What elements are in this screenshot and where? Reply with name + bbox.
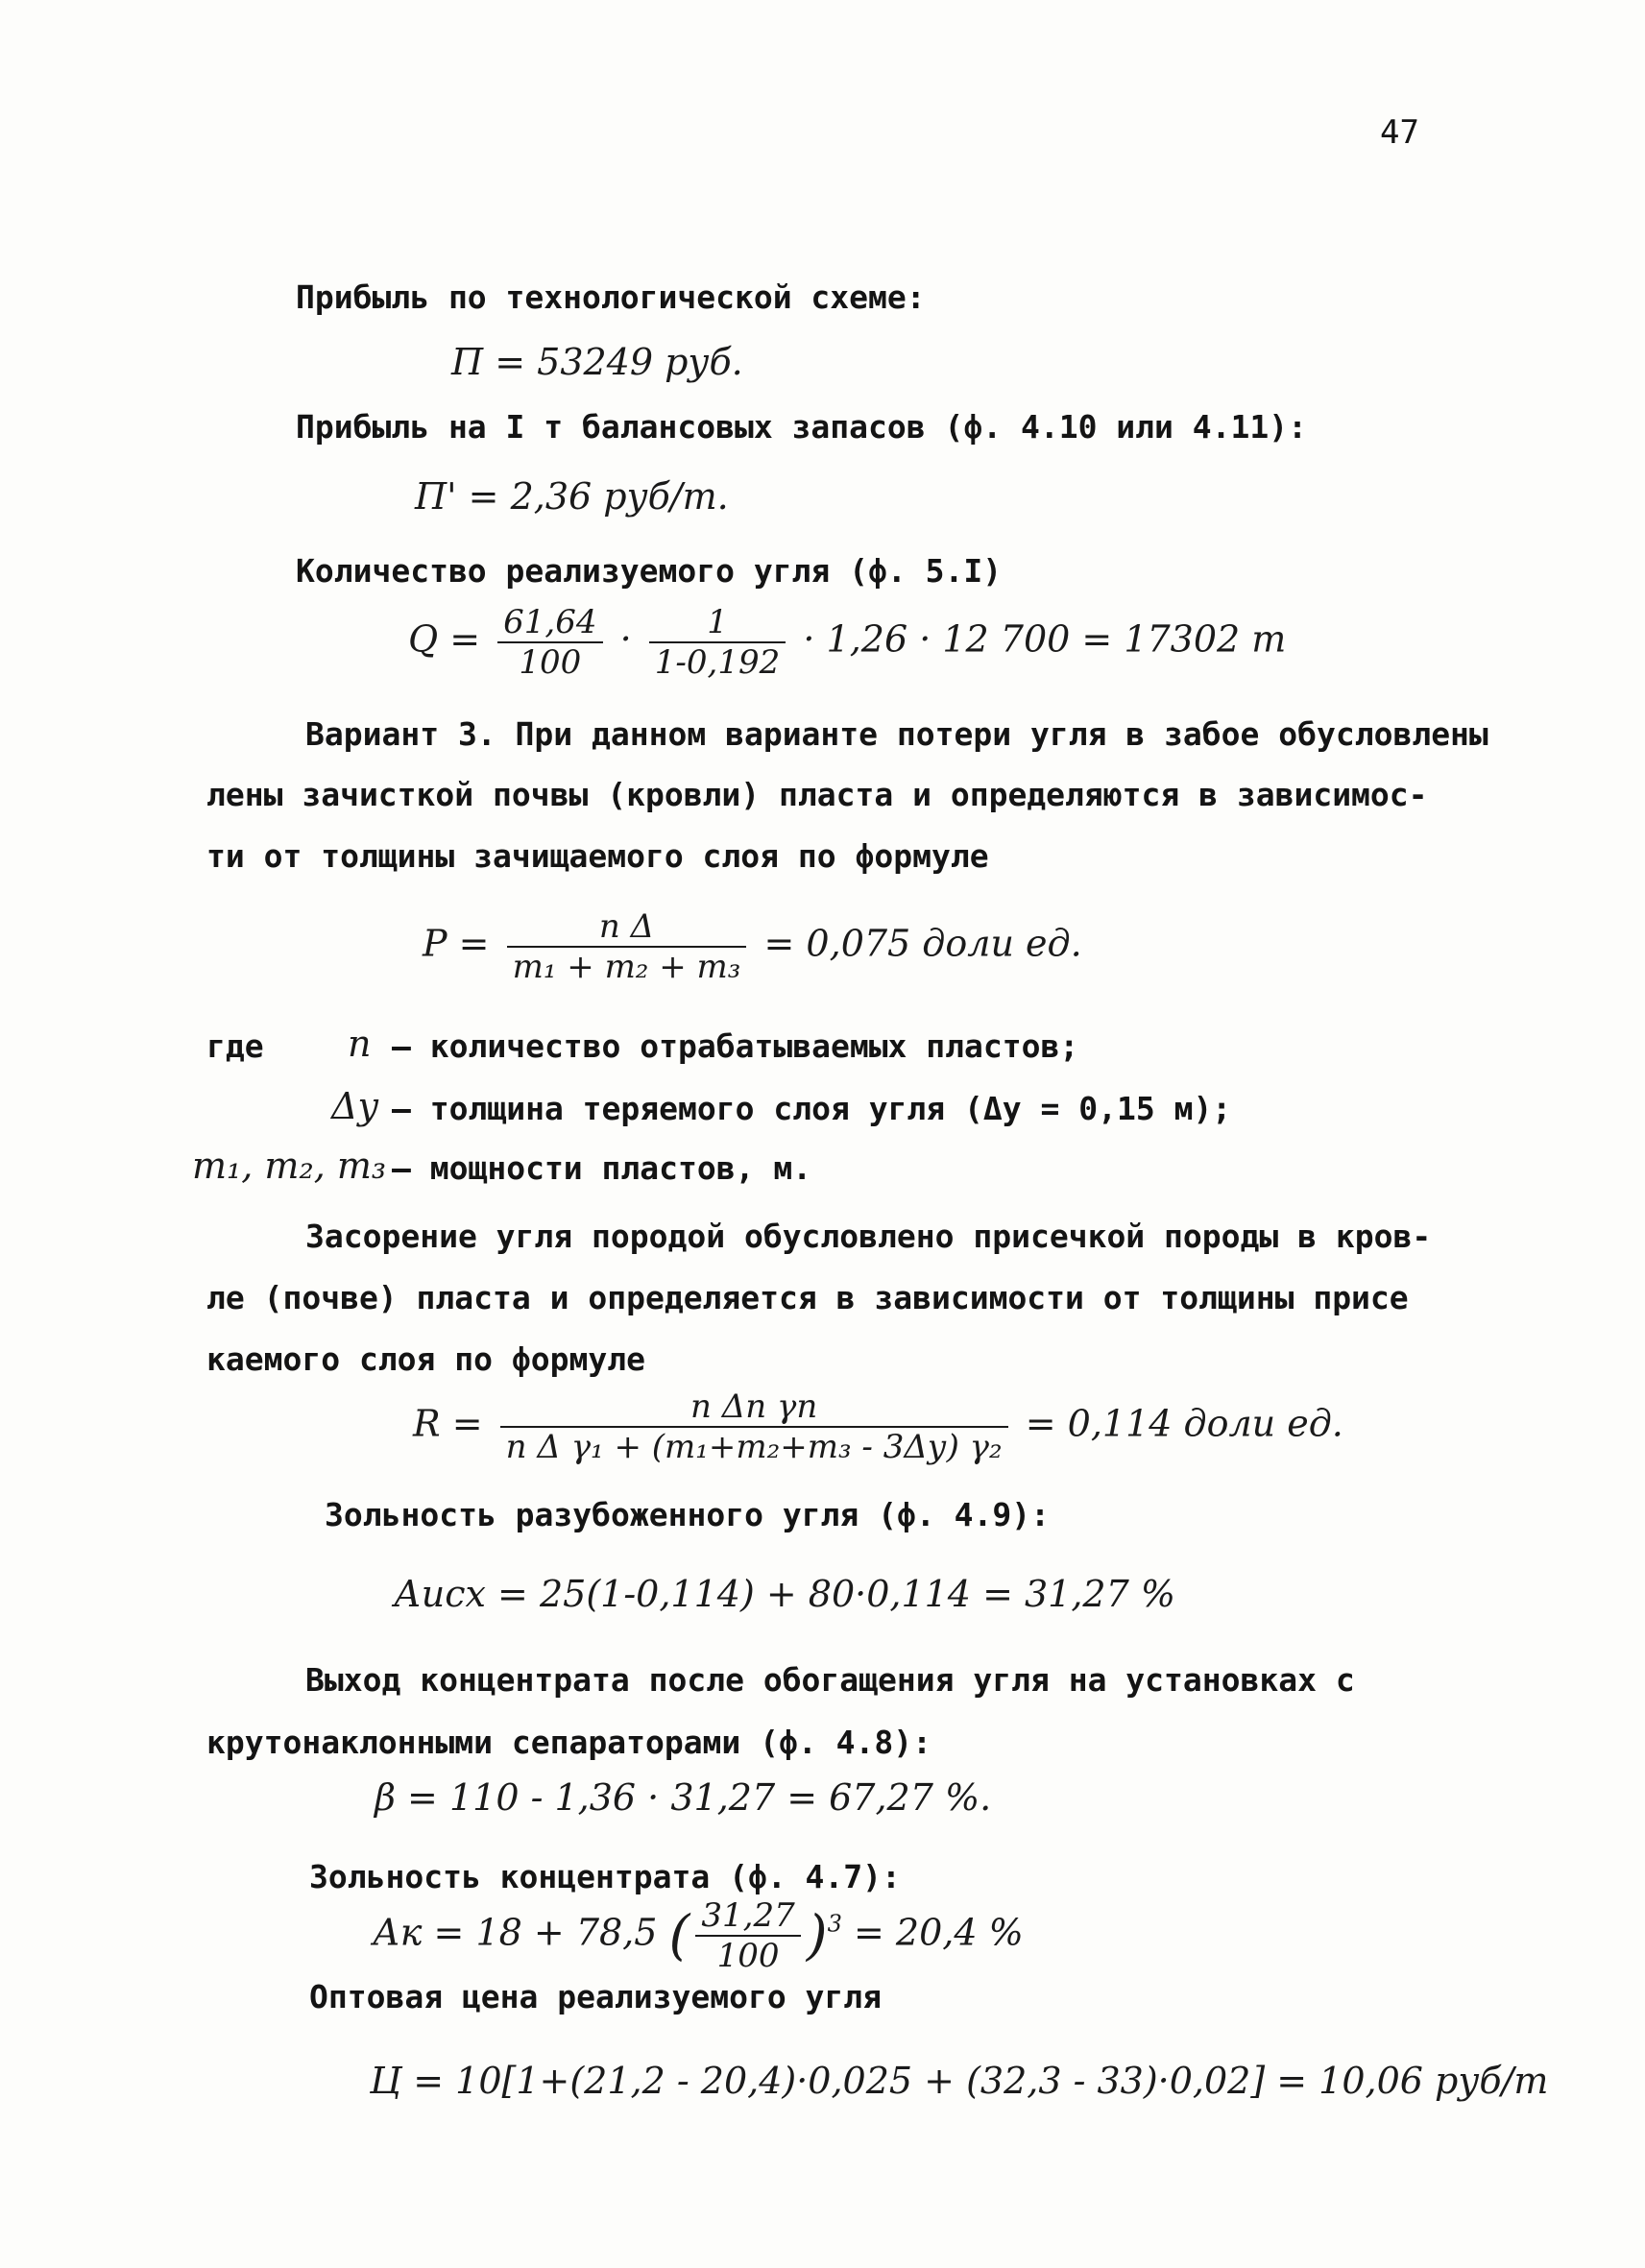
fraction-p-num: n Δ	[507, 907, 747, 948]
price-label: Оптовая цена реализуемого угля	[309, 1978, 883, 2015]
formula-q-left: Q =	[408, 617, 481, 661]
dilution-formula	[413, 1387, 1343, 1466]
def-3-symbol: m₁, m₂, m₃	[192, 1145, 387, 1187]
coal-quantity-label: Количество реализуемого угля (ф. 5.I)	[296, 552, 1003, 590]
fraction-ak-den: 100	[716, 1937, 780, 1975]
fraction-r-num: n Δп γп	[500, 1387, 1008, 1428]
def-2-text: – толщина теряемого слоя угля (Δу = 0,15 м);	[392, 1090, 1232, 1127]
profit-scheme-label: Прибыль по технологической схеме:	[296, 278, 926, 316]
fraction-1-num: 61,64	[497, 603, 602, 643]
fraction-r	[500, 1387, 1008, 1466]
coal-quantity-formula: Q = $\frac{61,64}{100}$ · $\frac{1}{1-0,192}$ · 1,26 · 12 700 = 17302 т	[408, 603, 1287, 682]
page-number: 47	[1380, 113, 1419, 152]
fraction-r-den: n Δ γ₁ + (m₁+m₂+m₃ - 3Δу) γ₂	[505, 1428, 1003, 1466]
dilution-paragraph-line-2: ле (почве) пласта и определяется в зависимости от толщины присе	[206, 1279, 1409, 1316]
dilution-paragraph-line-1: Засорение угля породой обусловлено присечкой породы в кров-	[305, 1218, 1432, 1255]
def-3-text: – мощности пластов, м.	[392, 1149, 812, 1187]
fraction-1	[497, 603, 602, 682]
fraction-ak-num: 31,27	[695, 1896, 800, 1937]
fraction-2-num: 1	[649, 603, 786, 643]
formula-q-right: · 1,26 · 12 700 = 17302 т	[803, 617, 1287, 661]
fraction-1-den: 100	[519, 643, 582, 682]
profit-per-ton-label: Прибыль на I т балансовых запасов (ф. 4.10 или 4.11):	[296, 408, 1307, 446]
price-formula: Ц = 10[1+(21,2 - 20,4)·0,025 + (32,3 - 33)·0,02] = 10,06 руб/т	[370, 2060, 1549, 2102]
yield-paragraph-line-1: Выход концентрата после обогащения угля на установках с	[305, 1661, 1355, 1699]
ash-diluted-label: Зольность разубоженного угля (ф. 4.9):	[325, 1496, 1050, 1533]
variant-paragraph-line-3: ти от толщины зачищаемого слоя по формуле	[206, 837, 989, 875]
variant-paragraph-line-2: лены зачисткой почвы (кровли) пласта и определяются в зависимос-	[206, 776, 1428, 813]
def-2-symbol: Δу	[331, 1085, 379, 1127]
formula-ak-right: = 20,4 %	[853, 1911, 1024, 1954]
formula-ak-left: Ак = 18 + 78,5	[373, 1911, 658, 1954]
formula-p-left: P =	[423, 922, 490, 965]
dilution-paragraph-line-3: каемого слоя по формуле	[206, 1340, 645, 1378]
formula-r-left: R =	[413, 1402, 483, 1445]
fraction-p-den: m₁ + m₂ + m₃	[512, 948, 741, 986]
where-label: где	[206, 1027, 264, 1065]
loss-formula	[423, 907, 1082, 986]
fraction-ak	[695, 1896, 800, 1975]
yield-formula: β = 110 - 1,36 · 31,27 = 67,27 %.	[375, 1776, 992, 1819]
profit-formula: П = 53249 руб.	[451, 341, 743, 383]
ash-concentrate-formula: Ак = 18 + 78,5 ( $\frac{31,27}{100}$ )$^3$ = 20,4 %	[373, 1896, 1024, 1975]
def-1-text: – количество отрабатываемых пластов;	[392, 1027, 1079, 1065]
yield-paragraph-line-2: крутонаклонными сепараторами (ф. 4.8):	[206, 1724, 931, 1761]
profit-per-ton-formula: П' = 2,36 руб/т.	[415, 475, 729, 518]
ash-diluted-formula: Аисх = 25(1-0,114) + 80·0,114 = 31,27 %	[394, 1573, 1175, 1615]
variant-paragraph-line-1: Вариант 3. При данном варианте потери угля в забое обусловлены	[305, 715, 1488, 753]
formula-r-right: = 0,114 доли ед.	[1025, 1402, 1343, 1445]
def-1-symbol: n	[348, 1023, 372, 1065]
fraction-2-den: 1-0,192	[654, 643, 781, 682]
fraction-p	[507, 907, 747, 986]
ash-concentrate-label: Зольность концентрата (ф. 4.7):	[309, 1858, 901, 1895]
formula-p-right: = 0,075 доли ед.	[763, 922, 1082, 965]
fraction-2	[649, 603, 786, 682]
